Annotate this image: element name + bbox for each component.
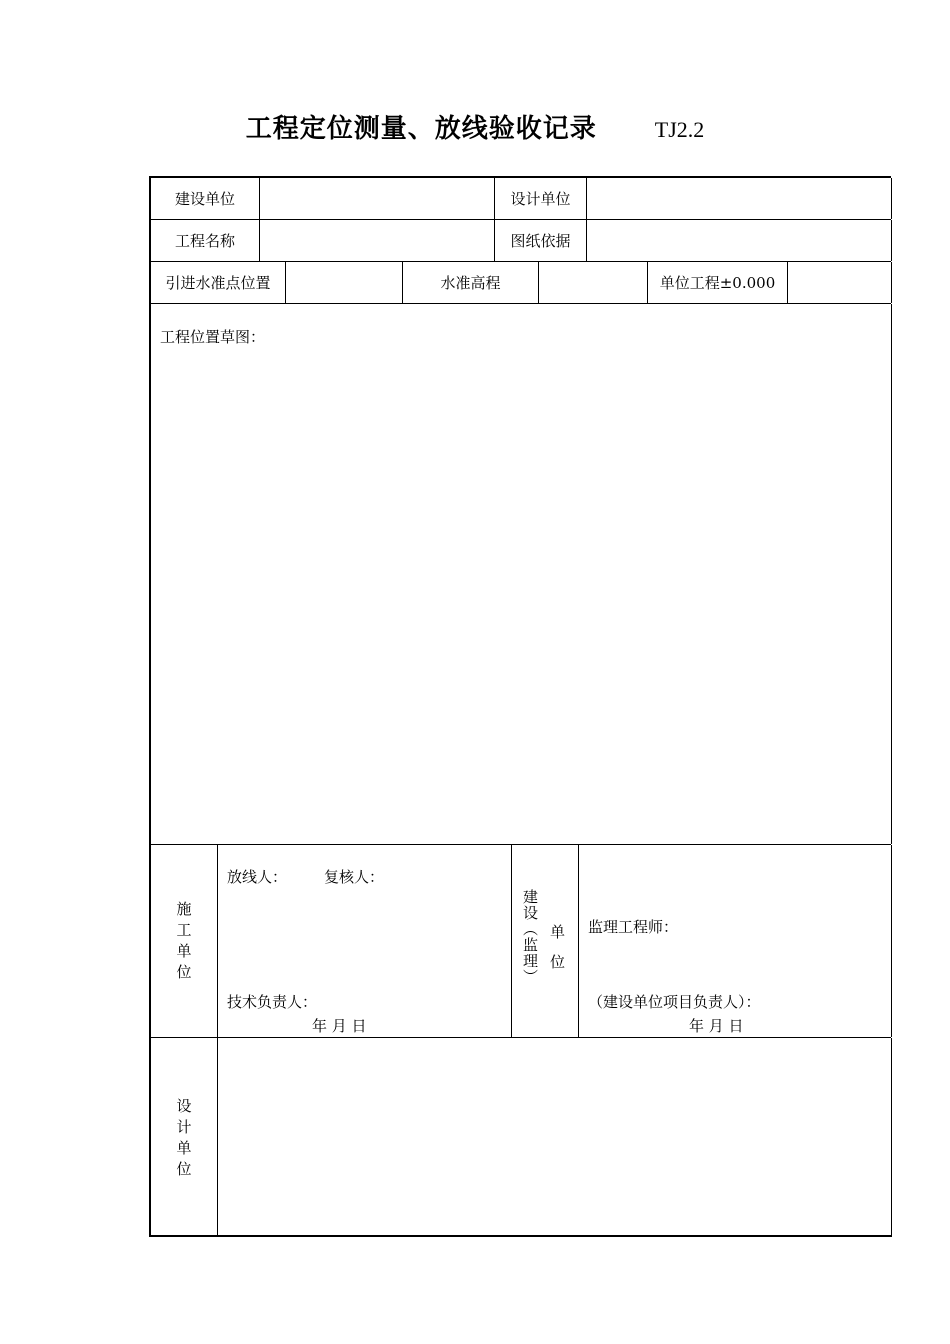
row-units [151, 178, 891, 220]
drawing-basis-field[interactable] [586, 220, 891, 261]
supervising-engineer-label: 监理工程师： [588, 918, 679, 936]
row-benchmark [151, 262, 891, 304]
design-unit-label: 设计单位 [494, 178, 586, 219]
form-title: 工程定位测量、放线验收记录 [245, 114, 597, 144]
row-project [151, 220, 891, 262]
construction-date: 年 月 日 [312, 1017, 367, 1035]
build-unit-field[interactable] [259, 178, 494, 219]
design-unit-side-label: 设 计 单 位 [176, 1096, 192, 1178]
design-row [151, 1038, 891, 1237]
supervision-unit-label: 建 设 ︵ 监 理 ︶ 单 位 [511, 845, 578, 1037]
supervision-date: 年 月 日 [689, 1017, 744, 1035]
owner-rep-label: （建设单位项目负责人）： [588, 993, 761, 1011]
sketch-area[interactable] [151, 304, 891, 845]
tech-lead-label: 技术负责人： [227, 993, 318, 1011]
reviewer-label: 复核人： [324, 868, 385, 886]
supervision-sign-area[interactable] [578, 845, 891, 1037]
signature-row [151, 845, 891, 1038]
benchmark-field[interactable] [285, 262, 402, 303]
layout-person-label: 放线人： [227, 868, 288, 886]
project-name-field[interactable] [259, 220, 494, 261]
form-code: TJ2.2 [654, 117, 705, 142]
project-name-label: 工程名称 [174, 232, 235, 250]
construction-unit-label: 施 工 单 位 [176, 900, 192, 981]
sketch-label: 工程位置草图： [160, 328, 266, 346]
drawing-basis-label: 图纸依据 [494, 220, 586, 261]
elevation-field[interactable] [538, 262, 647, 303]
elevation-label: 水准高程 [402, 262, 538, 303]
page-title [0, 108, 950, 145]
design-unit-field[interactable] [586, 178, 891, 219]
record-form [149, 176, 891, 1237]
design-sign-area[interactable] [217, 1038, 891, 1237]
build-unit-label: 建设单位 [174, 190, 235, 208]
datum-label: 单位工程±0.000 [647, 262, 787, 303]
construction-sign-area[interactable] [217, 845, 511, 1037]
datum-field[interactable] [787, 262, 891, 303]
benchmark-label: 引进水准点位置 [165, 274, 271, 292]
